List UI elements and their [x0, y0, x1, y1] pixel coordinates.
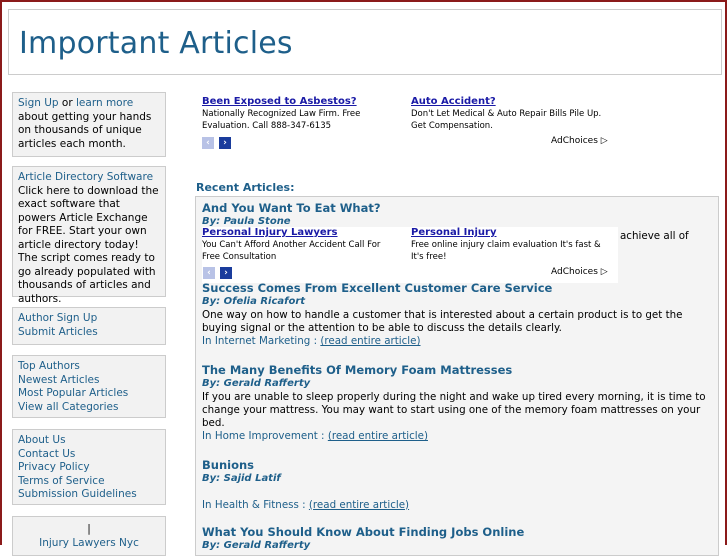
site-header — [8, 9, 722, 75]
recent-articles-panel — [195, 196, 719, 556]
article-item — [202, 282, 716, 348]
software-box — [12, 166, 166, 305]
recent-articles-heading: Recent Articles: — [196, 181, 295, 194]
article-summary: One way on how to handle a customer that is interested about a certain product is to get the buying signal or the attention to be able to discuss the details clearly. — [202, 308, 683, 334]
inline-ad — [202, 227, 618, 283]
article-category: In Internet Marketing : — [202, 335, 321, 348]
article-directory-software-link[interactable]: Article Directory Software — [18, 171, 154, 183]
read-entire-article-link[interactable]: (read entire article) — [308, 498, 410, 511]
article-title[interactable]: The Many Benefits Of Memory Foam Mattresses — [202, 363, 513, 377]
bottom-box — [12, 516, 166, 556]
read-entire-article-link[interactable]: (read entire article) — [320, 335, 421, 348]
article-summary: If you are unable to sleep properly during the night and wake up tired every morning, it is time to change your mattress. You may want to start using one of the memory foam mattresses on your bed. — [202, 390, 706, 430]
article-title[interactable]: What You Should Know About Finding Jobs Online — [202, 525, 525, 539]
submit-articles-link[interactable]: Submit Articles — [18, 325, 98, 338]
ad-next-arrow-icon[interactable]: › — [219, 137, 231, 149]
ad-prev-arrow-icon[interactable]: ‹ — [202, 137, 214, 149]
inline-adchoices-link[interactable] — [551, 267, 608, 277]
software-description: Click here to download the exact software that powers Article Exchange for FREE. Start your own article directory today! The script comes ready to go already populated with thousands of articles and authors. — [18, 184, 159, 305]
top-ad-1 — [202, 96, 392, 132]
personal-injury-ad-text: Free online injury claim evaluation It's fast & It's free! — [411, 240, 601, 262]
submission-guidelines-link[interactable]: Submission Guidelines — [18, 488, 137, 500]
nav-box — [12, 355, 166, 418]
inline-ad-2 — [411, 227, 611, 263]
personal-injury-lawyers-ad-title[interactable]: Personal Injury Lawyers — [202, 227, 338, 238]
inline-adchoices-icon: ▷ — [600, 267, 608, 277]
separator: | — [87, 523, 91, 535]
newest-articles-link[interactable]: Newest Articles — [18, 373, 100, 386]
adchoices-icon: ▷ — [600, 136, 608, 146]
adchoices-label: AdChoices — [551, 136, 598, 146]
article-author: By: Paula Stone — [202, 216, 291, 228]
article-category: In Health & Fitness : — [202, 498, 309, 511]
author-box — [12, 307, 166, 345]
terms-of-service-link[interactable]: Terms of Service — [18, 474, 105, 487]
about-us-link[interactable]: About Us — [18, 434, 66, 446]
personal-injury-ad-title[interactable]: Personal Injury — [411, 227, 497, 238]
top-ad-2 — [411, 96, 616, 132]
asbestos-ad-title[interactable]: Been Exposed to Asbestos? — [202, 96, 357, 107]
author-sign-up-link[interactable]: Author Sign Up — [18, 312, 98, 324]
inline-ad-prev-arrow-icon[interactable]: ‹ — [203, 267, 215, 279]
top-authors-link[interactable]: Top Authors — [18, 360, 80, 372]
article-item — [202, 526, 716, 553]
view-all-categories-link[interactable]: View all Categories — [18, 400, 119, 413]
learn-more-link[interactable]: learn more — [76, 97, 134, 109]
article-author: By: Gerald Rafferty — [202, 378, 311, 390]
article-item — [202, 364, 716, 444]
article-author: By: Gerald Rafferty — [202, 540, 311, 552]
article-item — [202, 202, 716, 229]
adchoices-link[interactable] — [551, 136, 608, 146]
inline-ad-next-arrow-icon[interactable]: › — [220, 267, 232, 279]
personal-injury-lawyers-ad-text: You Can't Afford Another Accident Call For Free Consultation — [202, 240, 381, 262]
article-author: By: Sajid Latif — [202, 473, 281, 485]
most-popular-articles-link[interactable]: Most Popular Articles — [18, 387, 129, 399]
article-author: By: Ofelia Ricafort — [202, 296, 306, 308]
inline-ad-1 — [202, 227, 397, 263]
article-summary — [202, 486, 716, 499]
article-item — [202, 459, 716, 512]
article-title[interactable]: And You Want To Eat What? — [202, 201, 381, 215]
asbestos-ad-text: Nationally Recognized Law Firm. Free Evaluation. Call 888-347-6135 — [202, 109, 361, 131]
article-title[interactable]: Success Comes From Excellent Customer Care Service — [202, 281, 553, 295]
info-box — [12, 429, 166, 505]
contact-us-link[interactable]: Contact Us — [18, 447, 76, 460]
read-entire-article-link[interactable]: (read entire article) — [327, 430, 428, 443]
page-title: Important Articles — [19, 26, 293, 61]
article-category: In Home Improvement : — [202, 430, 328, 443]
injury-lawyers-nyc-link[interactable]: Injury Lawyers Nyc — [39, 536, 139, 549]
auto-accident-ad-text: Don't Let Medical & Auto Repair Bills Pile Up. Get Compensation. — [411, 109, 602, 131]
sign-up-link[interactable]: Sign Up — [18, 97, 59, 109]
privacy-policy-link[interactable]: Privacy Policy — [18, 461, 90, 473]
article-text-fragment: achieve all of — [620, 230, 689, 242]
auto-accident-ad-title[interactable]: Auto Accident? — [411, 96, 496, 107]
signup-description: about getting your hands on thousands of unique articles each month. — [18, 110, 152, 150]
inline-adchoices-label: AdChoices — [551, 267, 598, 277]
or-text: or — [58, 97, 77, 109]
article-title[interactable]: Bunions — [202, 458, 255, 472]
signup-box — [12, 92, 166, 157]
